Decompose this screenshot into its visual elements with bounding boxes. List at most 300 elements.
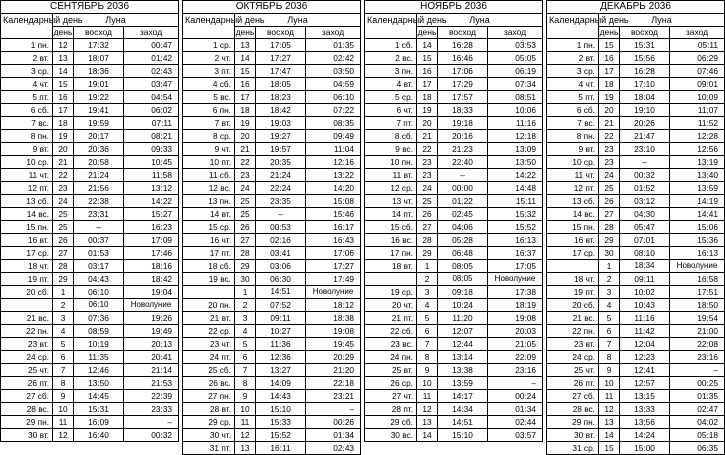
- moon-age-cell: 29: [599, 234, 620, 247]
- calendar-day-cell: 30 чт.: [183, 429, 235, 442]
- calendar-day-cell: 5 пт.: [1, 91, 53, 104]
- moonset-cell: 14:20: [306, 182, 361, 195]
- table-row: [365, 325, 543, 338]
- moonset-cell: 13:09: [488, 143, 543, 156]
- moon-age-cell: 25: [53, 221, 74, 234]
- moonset-cell: 20:29: [306, 351, 361, 364]
- moonset-cell: 21:53: [124, 377, 179, 390]
- table-row: [183, 208, 361, 221]
- moonset-cell: 01:35: [306, 39, 361, 52]
- moon-age-cell: 22: [53, 169, 74, 182]
- table-row: [183, 442, 361, 455]
- table-row: [365, 143, 543, 156]
- moonrise-cell: 19:03: [256, 117, 306, 130]
- moon-age-cell: 10: [599, 377, 620, 390]
- calendar-day-cell: [365, 273, 417, 286]
- table-row: [365, 286, 543, 299]
- moonrise-cell: 16:09: [74, 416, 124, 429]
- calendar-day-cell: 7 пт.: [365, 117, 417, 130]
- month-panel: [182, 0, 360, 453]
- moonrise-cell: 12:46: [74, 364, 124, 377]
- moonset-cell: 03:53: [488, 39, 543, 52]
- moonset-cell: 14:19: [670, 195, 725, 208]
- table-row: [365, 156, 543, 169]
- moonrise-cell: 14:09: [256, 377, 306, 390]
- calendar-day-cell: 17 ср.: [1, 247, 53, 260]
- moon-age-cell: 4: [599, 299, 620, 312]
- calendar-day-cell: 4 вт.: [365, 78, 417, 91]
- table-row: [1, 208, 179, 221]
- month-title: СЕНТЯБРЬ 2036: [1, 1, 179, 14]
- moonset-cell: 05:18: [670, 429, 725, 442]
- moon-age-cell: 4: [235, 325, 256, 338]
- table-row: [1, 273, 179, 286]
- moon-age-cell: 25: [599, 182, 620, 195]
- moonset-cell: 08:35: [306, 117, 361, 130]
- table-row: [183, 39, 361, 52]
- moon-age-cell: 8: [235, 377, 256, 390]
- moonset-cell: 04:59: [306, 78, 361, 91]
- moon-age-cell: 12: [53, 39, 74, 52]
- moon-age-cell: 18: [235, 104, 256, 117]
- moonset-cell: 10:45: [124, 156, 179, 169]
- moon-age-cell: 22: [417, 143, 438, 156]
- moonset-cell: 12:28: [670, 130, 725, 143]
- moonset-cell: 18:50: [670, 299, 725, 312]
- moonrise-cell: 13:38: [438, 364, 488, 377]
- table-row: [183, 403, 361, 416]
- table-row: [547, 221, 725, 234]
- calendar-day-cell: 1 сб.: [365, 39, 417, 52]
- moonset-cell: 15:27: [124, 208, 179, 221]
- table-row: [183, 104, 361, 117]
- moonrise-cell: 02:16: [256, 234, 306, 247]
- moon-age-cell: 5: [53, 338, 74, 351]
- calendar-day-cell: 27 сб.: [547, 390, 599, 403]
- moon-age-cell: 29: [235, 260, 256, 273]
- calendar-day-cell: 28 вс.: [547, 403, 599, 416]
- table-row: [183, 169, 361, 182]
- moon-age-cell: 27: [235, 234, 256, 247]
- table-row: [547, 65, 725, 78]
- calendar-day-cell: 15 пн.: [547, 221, 599, 234]
- moonrise-cell: 21:24: [74, 169, 124, 182]
- moon-age-cell: 5: [417, 312, 438, 325]
- moon-age-cell: 24: [599, 169, 620, 182]
- moonset-cell: 16:37: [488, 247, 543, 260]
- table-row: [1, 195, 179, 208]
- moonset-cell: 06:19: [488, 65, 543, 78]
- moonrise-cell: 05:47: [620, 221, 670, 234]
- moon-age-cell: 7: [235, 364, 256, 377]
- moon-age-cell: 19: [599, 91, 620, 104]
- new-moon-label: Новолуние: [670, 260, 725, 273]
- moonrise-cell: 15:33: [256, 416, 306, 429]
- moon-age-cell: 9: [417, 364, 438, 377]
- moon-age-cell: 15: [417, 52, 438, 65]
- table-row: [183, 260, 361, 273]
- moonrise-cell: 16:28: [620, 65, 670, 78]
- moonrise-cell: 17:29: [438, 78, 488, 91]
- table-row: [365, 78, 543, 91]
- calendar-day-cell: 2 вт.: [547, 52, 599, 65]
- rise-column-header: восход: [438, 27, 488, 39]
- moonrise-cell: 15:52: [256, 429, 306, 442]
- calendar-day-cell: [1, 299, 53, 312]
- moonset-cell: 00:24: [488, 390, 543, 403]
- moonset-cell: 19:08: [306, 325, 361, 338]
- calendar-day-cell: 4 чт.: [547, 78, 599, 91]
- calendar-day-cell: 12 ср.: [365, 182, 417, 195]
- table-row: [183, 338, 361, 351]
- calendar-day-cell: 23 чт.: [183, 338, 235, 351]
- moonrise-cell: 08:05: [438, 273, 488, 286]
- calendar-day-cell: 13 сб.: [547, 195, 599, 208]
- moonrise-cell: 09:11: [256, 312, 306, 325]
- calendar-day-cell: [547, 260, 599, 273]
- moonrise-cell: 12:44: [438, 338, 488, 351]
- table-row: [183, 325, 361, 338]
- moon-age-cell: 1: [235, 286, 256, 299]
- moonset-cell: 18:16: [124, 260, 179, 273]
- moonset-cell: 22:08: [670, 338, 725, 351]
- moonrise-cell: 20:36: [74, 143, 124, 156]
- moonset-cell: 14:48: [488, 182, 543, 195]
- table-row: [183, 299, 361, 312]
- table-row: [365, 169, 543, 182]
- calendar-day-cell: 9 вт.: [547, 143, 599, 156]
- calendar-day-cell: 30 вт.: [547, 429, 599, 442]
- moonset-cell: 18:42: [124, 273, 179, 286]
- table-row: [1, 403, 179, 416]
- calendar-day-cell: 19 ср.: [365, 286, 417, 299]
- moon-age-cell: 2: [599, 273, 620, 286]
- moonset-cell: 07:11: [124, 117, 179, 130]
- table-row: [365, 208, 543, 221]
- moonset-cell: 15:46: [306, 208, 361, 221]
- moonrise-cell: 07:01: [620, 234, 670, 247]
- calendar-day-cell: 23 вт.: [1, 338, 53, 351]
- moonset-cell: 11:16: [488, 117, 543, 130]
- moon-age-cell: 27: [53, 247, 74, 260]
- calendar-day-cell: 8 пн.: [1, 130, 53, 143]
- moon-age-cell: 28: [53, 260, 74, 273]
- calendar-day-cell: 19 вс.: [183, 273, 235, 286]
- moonrise-cell: 17:05: [256, 39, 306, 52]
- table-row: [547, 247, 725, 260]
- calendar-day-cell: 2 вс.: [365, 52, 417, 65]
- calendar-day-cell: 11 чт.: [547, 169, 599, 182]
- moonset-cell: 11:07: [670, 104, 725, 117]
- calendar-day-cell: 3 пн.: [365, 65, 417, 78]
- moonrise-cell: –: [620, 156, 670, 169]
- table-row: [183, 247, 361, 260]
- moonrise-cell: 11:20: [438, 312, 488, 325]
- moonset-cell: 13:22: [306, 169, 361, 182]
- moonrise-cell: 00:53: [256, 221, 306, 234]
- moonrise-cell: 03:06: [256, 260, 306, 273]
- moon-column-header: Луна: [235, 14, 361, 27]
- moon-age-cell: 23: [417, 169, 438, 182]
- moon-age-cell: 7: [53, 364, 74, 377]
- moonrise-cell: 22:38: [74, 195, 124, 208]
- moon-age-cell: 23: [417, 156, 438, 169]
- table-row: [547, 234, 725, 247]
- moonset-cell: 23:16: [488, 364, 543, 377]
- moonrise-cell: 21:56: [74, 182, 124, 195]
- table-row: [1, 364, 179, 377]
- moonrise-cell: 18:36: [74, 65, 124, 78]
- moonrise-cell: 11:35: [74, 351, 124, 364]
- table-row: [547, 312, 725, 325]
- calendar-day-cell: 29 пн.: [547, 416, 599, 429]
- moon-age-cell: 24: [235, 182, 256, 195]
- age-column-header: день: [599, 27, 619, 37]
- moonrise-cell: 10:24: [438, 299, 488, 312]
- moonset-cell: 01:42: [124, 52, 179, 65]
- moonrise-cell: 20:26: [620, 117, 670, 130]
- table-row: [1, 104, 179, 117]
- calendar-day-cell: 25 чт.: [1, 364, 53, 377]
- moonrise-cell: 14:51: [256, 286, 306, 299]
- moonrise-cell: 03:41: [256, 247, 306, 260]
- table-row: [365, 182, 543, 195]
- moonrise-cell: 13:59: [438, 377, 488, 390]
- moonrise-cell: 23:10: [620, 143, 670, 156]
- moonrise-cell: 10:19: [74, 338, 124, 351]
- table-row: [547, 299, 725, 312]
- moon-age-cell: 26: [417, 208, 438, 221]
- moonrise-cell: 19:10: [620, 104, 670, 117]
- moonset-cell: 19:26: [124, 312, 179, 325]
- table-row: [547, 208, 725, 221]
- table-row: [547, 286, 725, 299]
- calendar-day-cell: 3 пт.: [183, 65, 235, 78]
- moon-age-cell: 13: [53, 52, 74, 65]
- moonset-cell: 23:21: [306, 390, 361, 403]
- moon-age-cell: 15: [53, 78, 74, 91]
- table-row: [547, 260, 725, 273]
- calendar-day-cell: 9 чт.: [183, 143, 235, 156]
- moonset-cell: 19:54: [670, 312, 725, 325]
- moon-age-cell: 1: [599, 260, 620, 273]
- moon-age-cell: 25: [53, 208, 74, 221]
- moonset-cell: 00:47: [124, 39, 179, 52]
- table-row: [183, 416, 361, 429]
- calendar-day-cell: 6 сб.: [1, 104, 53, 117]
- calendar-day-cell: 19 пт.: [547, 286, 599, 299]
- moonrise-cell: 17:06: [438, 65, 488, 78]
- table-row: [547, 273, 725, 286]
- table-row: [365, 104, 543, 117]
- moonrise-cell: 03:17: [74, 260, 124, 273]
- table-row: [183, 182, 361, 195]
- calendar-day-cell: 28 вс.: [1, 403, 53, 416]
- moon-age-cell: 20: [235, 130, 256, 143]
- moon-age-cell: 11: [417, 390, 438, 403]
- table-row: [1, 312, 179, 325]
- table-row: [183, 390, 361, 403]
- table-row: [547, 169, 725, 182]
- table-row: [547, 104, 725, 117]
- moonset-cell: 17:38: [488, 286, 543, 299]
- moon-age-cell: 10: [53, 403, 74, 416]
- moonrise-cell: 18:05: [256, 78, 306, 91]
- table-row: [183, 234, 361, 247]
- moon-age-cell: 21: [599, 117, 620, 130]
- moonrise-cell: 06:30: [256, 273, 306, 286]
- table-row: [365, 65, 543, 78]
- table-row: [365, 91, 543, 104]
- moonrise-cell: 18:23: [256, 91, 306, 104]
- moon-age-cell: 16: [53, 91, 74, 104]
- moonset-cell: 16:17: [306, 221, 361, 234]
- table-row: [365, 338, 543, 351]
- moonrise-cell: 01:22: [438, 195, 488, 208]
- month-panel: [364, 0, 542, 440]
- table-row: [547, 195, 725, 208]
- rise-column-header: восход: [620, 27, 670, 39]
- moon-age-cell: 22: [599, 130, 620, 143]
- moonrise-cell: 04:06: [438, 221, 488, 234]
- table-row: [547, 390, 725, 403]
- month-title: НОЯБРЬ 2036: [365, 1, 543, 14]
- moonrise-cell: 12:36: [256, 351, 306, 364]
- moonrise-cell: 00:32: [620, 169, 670, 182]
- moonset-cell: 18:38: [306, 312, 361, 325]
- moonrise-cell: 18:04: [620, 91, 670, 104]
- moonrise-cell: 16:11: [256, 442, 306, 455]
- calendar-day-cell: 24 ср.: [1, 351, 53, 364]
- calendar-day-cell: 4 сб.: [183, 78, 235, 91]
- calendar-day-cell: 17 ср.: [547, 247, 599, 260]
- calendar-day-cell: 24 пт.: [183, 351, 235, 364]
- moonset-cell: 03:57: [488, 429, 543, 442]
- moon-age-cell: 15: [235, 65, 256, 78]
- moonrise-cell: 21:23: [438, 143, 488, 156]
- table-row: [1, 52, 179, 65]
- moon-age-cell: 14: [417, 39, 438, 52]
- calendar-day-cell: 31 пт.: [183, 442, 235, 455]
- calendar-day-cell: 28 вт.: [183, 403, 235, 416]
- calendar-day-cell: 8 сб.: [365, 130, 417, 143]
- calendar-day-cell: 8 ср.: [183, 130, 235, 143]
- table-row: [1, 130, 179, 143]
- moonset-cell: 17:49: [306, 273, 361, 286]
- moon-age-cell: 12: [235, 429, 256, 442]
- moon-age-cell: 3: [417, 286, 438, 299]
- moonrise-cell: 14:51: [438, 416, 488, 429]
- moonrise-cell: 14:34: [438, 403, 488, 416]
- moonset-cell: 03:50: [306, 65, 361, 78]
- moon-age-cell: 3: [235, 312, 256, 325]
- moonset-cell: 01:34: [488, 403, 543, 416]
- calendar-day-cell: 12 пт.: [547, 182, 599, 195]
- table-row: [365, 403, 543, 416]
- moonrise-cell: 01:53: [74, 247, 124, 260]
- moonrise-cell: 07:36: [74, 312, 124, 325]
- moon-age-cell: 11: [53, 416, 74, 429]
- table-row: [183, 312, 361, 325]
- calendar-day-cell: 25 чт.: [547, 364, 599, 377]
- moonset-cell: 04:02: [670, 416, 725, 429]
- moonset-cell: 14:41: [670, 208, 725, 221]
- moon-age-cell: 17: [599, 65, 620, 78]
- moonset-cell: 12:56: [670, 143, 725, 156]
- moon-age-cell: 24: [53, 195, 74, 208]
- table-row: [1, 377, 179, 390]
- moon-age-cell: 14: [599, 429, 620, 442]
- moon-column-header: Луна: [599, 14, 725, 27]
- moonrise-cell: 14:45: [74, 390, 124, 403]
- month-table: [364, 0, 543, 442]
- month-table: [182, 0, 361, 455]
- calendar-day-cell: 26 ср.: [365, 377, 417, 390]
- table-row: [365, 351, 543, 364]
- moonset-cell: 00:32: [124, 429, 179, 442]
- calendar-day-cell: 2 вт.: [1, 52, 53, 65]
- moonrise-cell: 16:46: [438, 52, 488, 65]
- table-row: [1, 260, 179, 273]
- moon-age-cell: 6: [53, 351, 74, 364]
- table-row: [1, 39, 179, 52]
- moonset-cell: 18:12: [306, 299, 361, 312]
- moon-age-cell: 21: [235, 143, 256, 156]
- moon-age-cell: 9: [235, 390, 256, 403]
- moonset-cell: 06:29: [670, 52, 725, 65]
- calendar-day-cell: 11 сб.: [183, 169, 235, 182]
- moonrise-cell: 03:12: [620, 195, 670, 208]
- moon-age-cell: 19: [235, 117, 256, 130]
- table-row: [365, 273, 543, 286]
- moonrise-cell: 15:00: [620, 442, 670, 455]
- moon-age-cell: 20: [599, 104, 620, 117]
- moonset-cell: 07:34: [488, 78, 543, 91]
- moon-age-cell: 25: [235, 195, 256, 208]
- moon-age-cell: 12: [599, 403, 620, 416]
- moon-age-cell: 28: [417, 234, 438, 247]
- moonset-cell: 03:47: [124, 78, 179, 91]
- table-row: [365, 429, 543, 442]
- table-row: [365, 117, 543, 130]
- calendar-day-cell: 20 пн.: [183, 299, 235, 312]
- calendar-day-cell: 4 чт.: [1, 78, 53, 91]
- moon-age-cell: 12: [53, 429, 74, 442]
- age-column-header: день: [235, 27, 255, 37]
- table-row: [183, 377, 361, 390]
- moon-age-cell: 2: [53, 299, 74, 312]
- table-row: [1, 117, 179, 130]
- calendar-day-cell: 14 пт.: [365, 208, 417, 221]
- table-row: [183, 156, 361, 169]
- calendar-day-cell: 21 вт.: [183, 312, 235, 325]
- moon-age-cell: 28: [235, 247, 256, 260]
- moonrise-cell: –: [256, 208, 306, 221]
- calendar-day-cell: 9 вс.: [365, 143, 417, 156]
- table-row: [1, 169, 179, 182]
- moonset-cell: 02:43: [306, 442, 361, 455]
- moon-age-cell: 4: [417, 299, 438, 312]
- moon-age-cell: 24: [417, 182, 438, 195]
- calendar-day-cell: 20 сб.: [1, 286, 53, 299]
- calendar-day-cell: 11 вт.: [365, 169, 417, 182]
- calendar-day-cell: 22 ср.: [183, 325, 235, 338]
- moon-age-cell: 20: [417, 117, 438, 130]
- moonset-cell: –: [670, 364, 725, 377]
- moonset-cell: 12:16: [306, 156, 361, 169]
- moonrise-cell: 06:10: [74, 286, 124, 299]
- calendar-day-cell: 22 сб.: [365, 325, 417, 338]
